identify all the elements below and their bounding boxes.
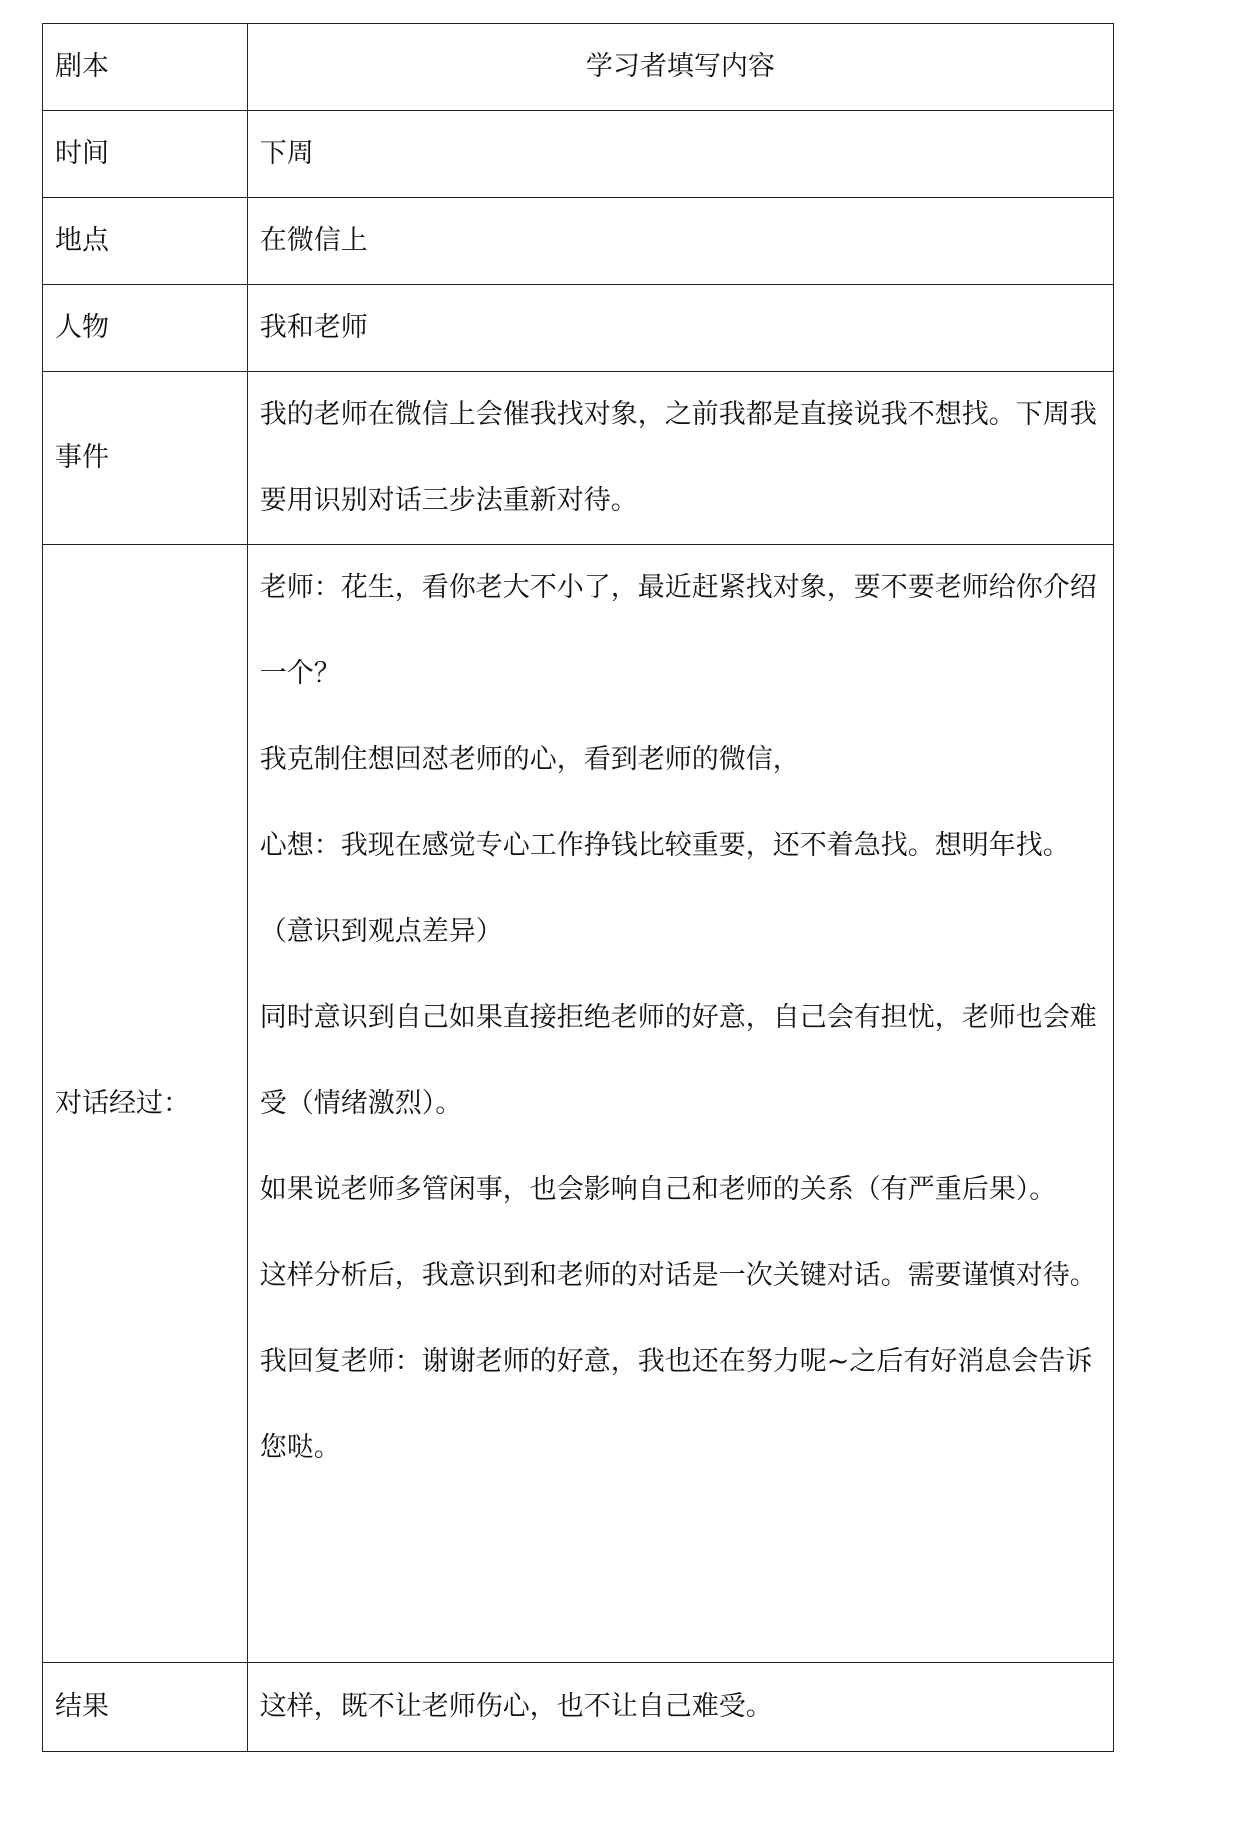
dialog-line: 心想：我现在感觉专心工作挣钱比较重要，还不着急找。想明年找。（意识到观点差异）: [259, 830, 1070, 947]
dialog-line: 同时意识到自己如果直接拒绝老师的好意，自己会有担忧，老师也会难受（情绪激烈）。: [259, 1002, 1097, 1119]
people-row: [43, 285, 1114, 372]
people-content: 我和老师: [247, 285, 1113, 372]
result-label: 结果: [43, 1663, 248, 1752]
event-content: [247, 372, 1113, 545]
dialog-label: 对话经过：: [43, 545, 248, 1663]
event-row: [43, 372, 1114, 545]
place-content: 在微信上: [247, 198, 1113, 285]
result-row: [43, 1663, 1114, 1752]
event-label: 事件: [43, 372, 248, 545]
place-row: [43, 198, 1114, 285]
script-table: [42, 23, 1114, 1752]
dialog-content: [247, 545, 1113, 1663]
dialog-line: 我克制住想回怼老师的心，看到老师的微信，: [259, 744, 800, 775]
dialog-row: [43, 545, 1114, 1663]
dialog-line: 老师：花生，看你老大不小了，最近赶紧找对象，要不要老师给你介绍一个？: [259, 572, 1097, 689]
dialog-line: 我回复老师：谢谢老师的好意，我也还在努力呢~之后有好消息会告诉您哒。: [259, 1346, 1093, 1463]
time-label: 时间: [43, 111, 248, 198]
result-content: 这样，既不让老师伤心，也不让自己难受。: [247, 1663, 1113, 1752]
header-label: 剧本: [43, 24, 248, 111]
place-label: 地点: [43, 198, 248, 285]
event-text: 我的老师在微信上会催我找对象，之前我都是直接说我不想找。下周我要用识别对话三步法重新对待。: [259, 399, 1097, 516]
people-label: 人物: [43, 285, 248, 372]
header-row: [43, 24, 1114, 111]
dialog-line: 如果说老师多管闲事，也会影响自己和老师的关系（有严重后果）。: [259, 1174, 1057, 1205]
time-row: [43, 111, 1114, 198]
time-content: 下周: [247, 111, 1113, 198]
header-content: 学习者填写内容: [247, 24, 1113, 111]
dialog-line: 这样分析后，我意识到和老师的对话是一次关键对话。需要谨慎对待。: [259, 1260, 1097, 1291]
